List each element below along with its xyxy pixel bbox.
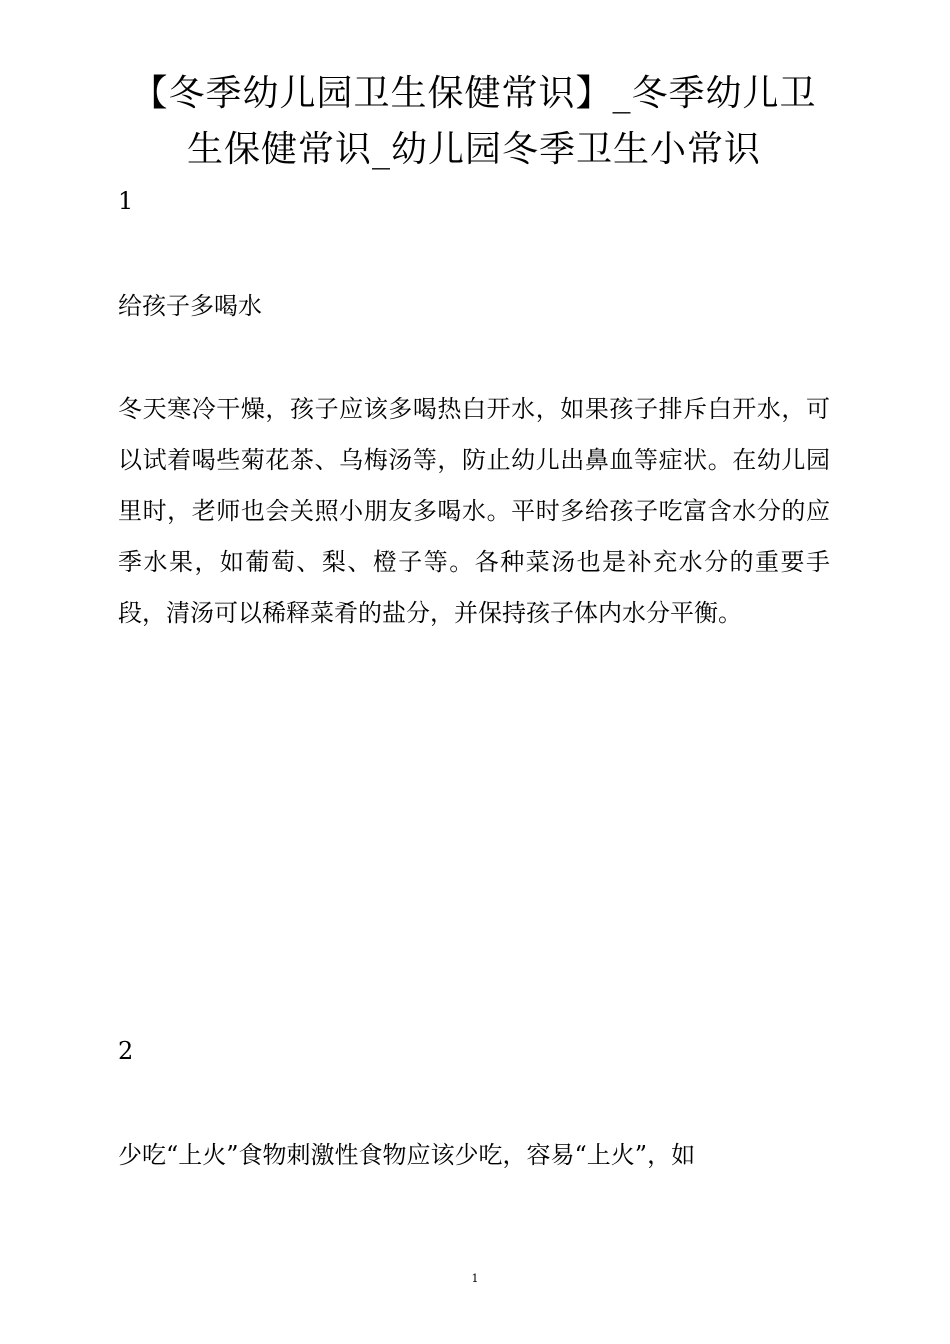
page-number: 1 — [471, 1272, 479, 1285]
section-number: 2 — [118, 1037, 134, 1065]
section-body: 少吃“上火”食物刺激性食物应该少吃，容易“上火”，如 — [118, 1141, 696, 1169]
section-heading: 给孩子多喝水 — [118, 292, 262, 320]
section-body: 冬天寒冷干燥，孩子应该多喝热白开水，如果孩子排斥白开水，可以试着喝些菊花茶、乌梅汤等，防止幼儿出鼻血等症状。在幼儿园里时，老师也会关照小朋友多喝水。平时多给孩子吃富含水分的应季水果，如葡萄、梨、橙子等。各种菜汤也是补充水分的重要手段，清汤可以稀释菜肴的盐分，并保持孩子体内水分平衡。 — [118, 395, 830, 627]
document-title: 【冬季幼儿园卫生保健常识】_冬季幼儿卫生保健常识_幼儿园冬季卫生小常识 — [131, 73, 817, 170]
section-number: 1 — [118, 187, 134, 215]
